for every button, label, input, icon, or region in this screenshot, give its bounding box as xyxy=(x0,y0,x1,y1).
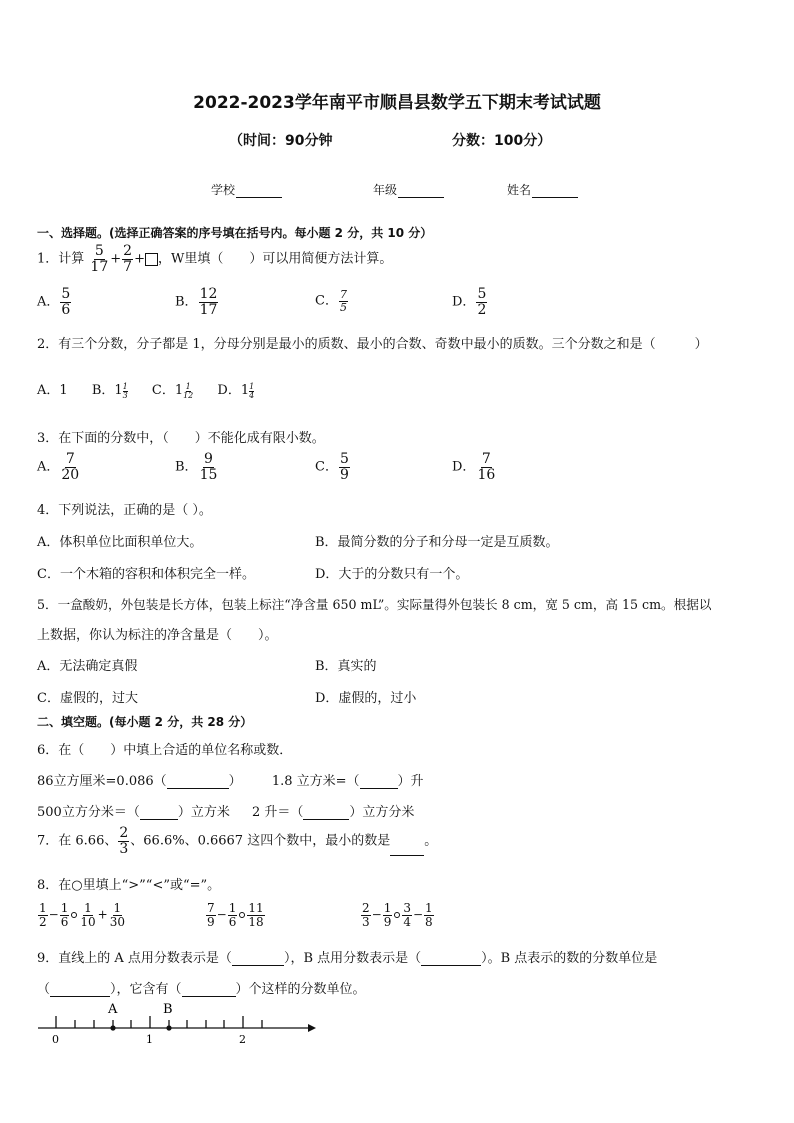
compare-circle xyxy=(71,912,77,918)
label-a: A xyxy=(108,1002,118,1017)
question-7: 7．在 6.66、 $\frac{2}{3}$ 、66.6%、0.6667 这四个数中，最小的数是 。 xyxy=(37,825,438,857)
q1-prefix: 1．计算 xyxy=(37,251,85,267)
question-8: 8．在○里填上“>”“<”或“=”。 xyxy=(37,878,221,893)
q1-option-b: B． $\frac{12}{17}$ xyxy=(175,286,218,318)
point-b xyxy=(166,1025,171,1030)
compare-circle xyxy=(239,912,245,918)
exam-time: （时间：90分钟 xyxy=(229,133,333,149)
grade-label: 年级 xyxy=(373,183,398,197)
answer-blank xyxy=(140,807,178,820)
q4-option-d: D．大于的分数只有一个。 xyxy=(315,567,469,582)
tick-label-2: 2 xyxy=(239,1033,246,1046)
q4-option-a: A．体积单位比面积单位大。 xyxy=(37,535,203,550)
name-label: 姓名 xyxy=(507,183,532,197)
q3-option-c: C． $\frac{5}{9}$ xyxy=(315,451,349,483)
compare-circle xyxy=(394,912,400,918)
q5-option-c: C．虚假的，过大 xyxy=(37,691,138,706)
point-a xyxy=(110,1025,115,1030)
school-blank xyxy=(236,185,282,198)
q4-option-b: B．最简分数的分子和分母一定是互质数。 xyxy=(315,535,559,550)
page-title: 2022-2023学年南平市顺昌县数学五下期末考试试题 xyxy=(193,93,601,113)
q1-text: ，W里填（ ）可以用简便方法计算。 xyxy=(157,251,393,267)
q8-expression-2: $\frac{7}{9}$ − $\frac{1}{6}$ $\frac{11}{18}$ xyxy=(207,901,264,929)
tick-label-1: 1 xyxy=(146,1033,153,1046)
q2-option-a: A．1 xyxy=(37,383,68,398)
q6-row-1: 86立方厘米=0.086（ ） 1.8 立方米=（ ）升 xyxy=(37,774,424,789)
name-blank xyxy=(532,185,578,198)
q1-option-d: D． $\frac{5}{2}$ xyxy=(452,286,487,318)
answer-blank xyxy=(390,843,424,856)
fraction: $\frac{5}{17}$ xyxy=(90,243,109,275)
tick-label-0: 0 xyxy=(52,1033,59,1046)
question-3: 3．在下面的分数中，（ ）不能化成有限小数。 xyxy=(37,431,325,446)
question-1: 1．计算 $\frac{5}{17}$ + $\frac{2}{7}$ + ，W里填（ ）可以用简便方法计算。 xyxy=(37,243,393,275)
answer-blank xyxy=(303,807,349,820)
answer-blank xyxy=(50,984,110,997)
grade-field xyxy=(373,181,444,198)
answer-blank xyxy=(360,776,398,789)
q2-option-b: B．1 $\frac{1}{3}$ xyxy=(91,381,128,400)
box-placeholder xyxy=(145,253,158,266)
q1-option-a: A． $\frac{5}{6}$ xyxy=(37,286,71,318)
question-4: 4．下列说法，正确的是（ ）。 xyxy=(37,503,212,518)
school-field xyxy=(211,181,282,198)
q5-option-a: A．无法确定真假 xyxy=(37,659,138,674)
label-b: B xyxy=(163,1002,173,1017)
number-line xyxy=(30,998,320,1048)
q6-row-2: 500立方分米＝（ ）立方米 2 升＝（ ）立方分米 xyxy=(37,805,415,820)
q5-option-d: D．虚假的，过小 xyxy=(315,691,417,706)
grade-blank xyxy=(398,185,444,198)
question-9-line-2: （ ），它含有（ ）个这样的分数单位。 xyxy=(37,982,366,997)
q2-option-d: D．1 $\frac{1}{4}$ xyxy=(217,381,255,400)
q3-option-b: B． $\frac{9}{15}$ xyxy=(175,451,218,483)
q2-options xyxy=(37,379,254,400)
answer-blank xyxy=(182,984,236,997)
section-2-heading: 二、填空题。(每小题 2 分，共 28 分） xyxy=(37,715,253,729)
q8-expression-1: $\frac{1}{2}$ − $\frac{1}{6}$ $\frac{1}{10}$ + $\frac{1}{30}$ xyxy=(39,901,125,929)
fraction: $\frac{2}{7}$ xyxy=(123,243,133,275)
section-1-heading: 一、选择题。(选择正确答案的序号填在括号内。每小题 2 分，共 10 分） xyxy=(37,226,433,240)
question-9-line-1: 9．直线上的 A 点用分数表示是（ ），B 点用分数表示是（ ）。B 点表示的数的分数单位是 xyxy=(37,951,658,966)
exam-score: 分数：100分） xyxy=(452,133,552,149)
name-field xyxy=(507,181,578,198)
q4-option-c: C．一个木箱的容积和体积完全一样。 xyxy=(37,567,255,582)
q3-option-a: A． $\frac{7}{20}$ xyxy=(37,451,80,483)
q5-option-b: B．真实的 xyxy=(315,659,377,674)
question-2: 2．有三个分数，分子都是 1，分母分别是最小的质数、最小的合数、奇数中最小的质数。三个分数之和是（ ） xyxy=(37,337,708,352)
q8-expression-3: $\frac{2}{3}$ − $\frac{1}{9}$ $\frac{3}{4}$ − $\frac{1}{8}$ xyxy=(362,901,433,929)
q2-option-c: C．1 $\frac{1}{12}$ xyxy=(151,381,194,400)
answer-blank xyxy=(421,953,481,966)
q3-option-d: D． $\frac{7}{16}$ xyxy=(452,451,496,483)
school-label: 学校 xyxy=(211,183,236,197)
question-6: 6．在（ ）中填上合适的单位名称或数． xyxy=(37,743,293,758)
answer-blank xyxy=(167,776,229,789)
q1-option-c: C． $\frac{7}{5}$ xyxy=(315,288,347,314)
question-5-line-1: 5．一盒酸奶，外包装是长方体，包装上标注“净含量 650 mL”。实际量得外包装长 8 cm，宽 5 cm，高 15 cm。根据以 xyxy=(37,597,712,612)
question-5-line-2: 上数据，你认为标注的净含量是（ ）。 xyxy=(37,628,278,643)
answer-blank xyxy=(232,953,284,966)
